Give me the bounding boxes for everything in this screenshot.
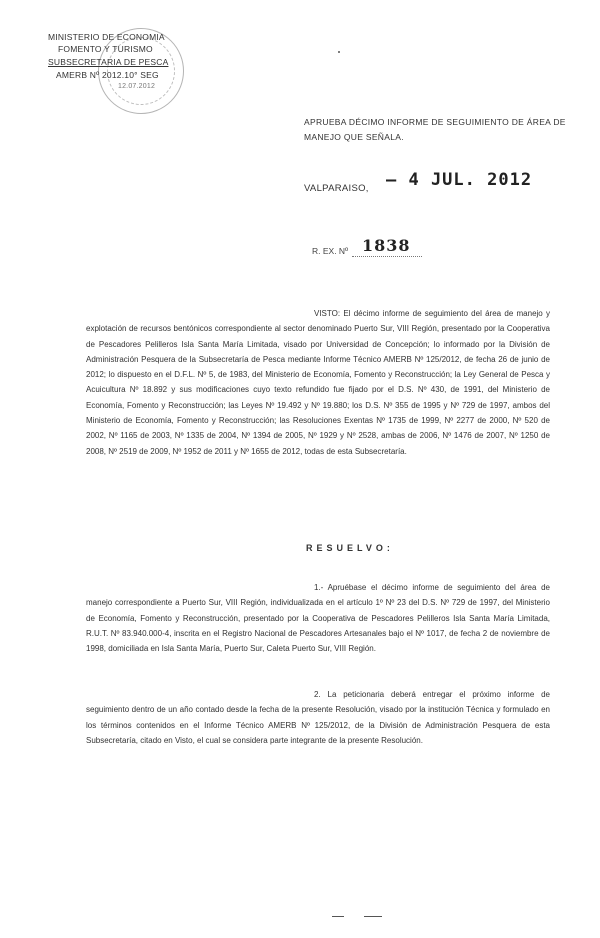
rex-underline — [352, 256, 422, 257]
document-subject: APRUEBA DÉCIMO INFORME DE SEGUIMIENTO DE ÁREA DE MANEJO QUE SEÑALA. — [304, 117, 566, 142]
resolution-item-1: 1.- Apruébase el décimo informe de seguimiento del área de manejo correspondiente a Puerto Sur, VIII Región, individualizada en el artículo 1º Nº 23 del D.S. Nº 729 de 1997, del Ministerio de Economía, Fomento y Reconstrucción, presentado por la Cooperativa de Pescadores Pelilleros Isla Santa María Limitada, R.U.T. Nº 83.940.000-4, inscrita en el Registro Nacional de Pescadores Artesanales bajo el Nº 1017, de fecha 2 de noviembre de 1998, domiciliada en Isla Santa María, Puerto Sur, Caleta Puerto Sur, VIII Región. — [86, 583, 550, 654]
bottom-mark — [364, 916, 382, 917]
header-fomento: FOMENTO Y TURISMO — [58, 44, 153, 54]
header-ministry: MINISTERIO DE ECONOMIA — [48, 32, 165, 42]
header-stamp-text: 12.07.2012 — [118, 83, 156, 90]
place-label: VALPARAISO, — [304, 183, 369, 194]
bottom-mark — [332, 916, 344, 917]
header-amerb-ref: AMERB Nº 2012.10° SEG — [56, 70, 159, 80]
resuelvo-heading: RESUELVO: — [306, 543, 394, 553]
visto-paragraph: VISTO: El décimo informe de seguimiento del área de manejo y explotación de recursos bentónicos correspondiente al sector denominado Puerto Sur, VIII Región, presentado por la Cooperativa de Pescadores Pelilleros Isla Santa María Limitada, visado por Universidad de Concepción; lo informado por la División de Administración Pesquera de la Subsecretaría de Pesca mediante Informe Técnico AMERB Nº 125/2012, de fecha 26 de junio de 2012; lo dispuesto en el D.F.L. Nº 5, de 1983, del Ministerio de Economía, Fomento y Reconstrucción; la Ley General de Pesca y Acuicultura Nº 18.892 y sus modificaciones cuyo texto refundido fue fijado por el D.S. Nº 430, de 1991, del Ministerio de Economía, Fomento y Reconstrucción; las Leyes Nº 19.492 y Nº 19.880; los D.S. Nº 355 de 1995 y Nº 729 de 1997, ambos del Ministerio de Economía, Fomento y Reconstrucción; las Resoluciones Exentas Nº 1735 de 1999, Nº 2277 de 2000, Nº 520 de 2002, Nº 1165 de 2003, Nº 1335 de 2004, Nº 1394 de 2005, Nº 1929 y Nº 2528, ambas de 2006, Nº 1476 de 2007, Nº 1250 de 2008, Nº 2519 de 2009, Nº 1952 de 2011 y Nº 1655 de 2012, todas de esta Subsecretaría. — [86, 309, 550, 456]
mark-dot — [338, 51, 340, 53]
date-stamp: – 4 JUL. 2012 — [386, 170, 533, 190]
resolution-item-2: 2. La peticionaria deberá entregar el próximo informe de seguimiento dentro de un año contado desde la fecha de la presente Resolución, visado por la institución Técnica y formulado en los términos contenidos en el Informe Técnico AMERB Nº 125/2012, de la División de Administración Pesquera de esta Subsecretaría, citado en Visto, el cual se considera parte integrante de la presente Resolución. — [86, 690, 550, 745]
place-date — [304, 170, 533, 196]
rex-label: R. EX. Nº — [312, 246, 349, 256]
rex-number: 1838 — [362, 236, 411, 255]
header-subsecretaria: SUBSECRETARIA DE PESCA — [48, 57, 169, 67]
